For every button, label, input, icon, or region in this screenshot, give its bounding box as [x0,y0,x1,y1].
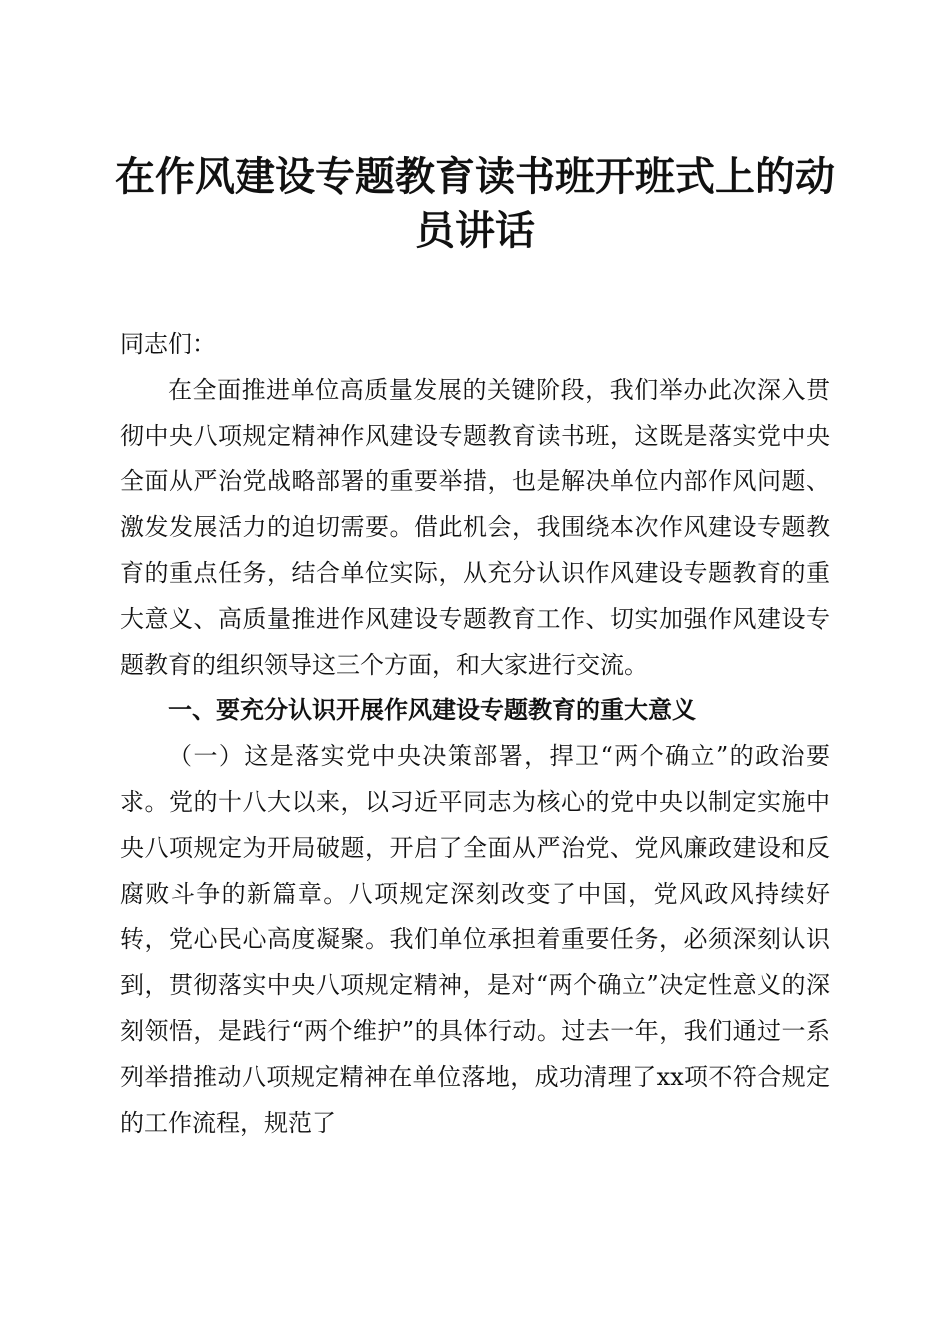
document-body [120,322,830,1146]
section-heading-1: 一、要充分认识开展作风建设专题教育的重大意义 [168,696,696,725]
subsection-paragraph-1: （一）这是落实党中央决策部署，捍卫“两个确立”的政治要求。党的十八大以来，以习近平同志为核心的党中央以制定实施中央八项规定为开局破题，开启了全面从严治党、党风廉政建设和反腐败斗争的新篇章。八项规定深刻改变了中国，党风政风持续好转，党心民心高度凝聚。我们单位承担着重要任务，必须深刻认识到，贯彻落实中央八项规定精神，是对“两个确立”决定性意义的深刻领悟，是践行“两个维护”的具体行动。过去一年，我们通过一系列举措推动八项规定精神在单位落地，成功清理了xx项不符合规定的工作流程，规范了 [120,742,830,1137]
intro-paragraph: 在全面推进单位高质量发展的关键阶段，我们举办此次深入贯彻中央八项规定精神作风建设专题教育读书班，这既是落实党中央全面从严治党战略部署的重要举措，也是解决单位内部作风问题、激发发展活力的迫切需要。借此机会，我围绕本次作风建设专题教育的重点任务，结合单位实际，从充分认识作风建设专题教育的重大意义、高质量推进作风建设专题教育工作、切实加强作风建设专题教育的组织领导这三个方面，和大家进行交流。 [120,375,830,679]
salutation: 同志们： [120,330,216,358]
document-title: 在作风建设专题教育读书班开班式上的动员讲话 [115,153,835,254]
